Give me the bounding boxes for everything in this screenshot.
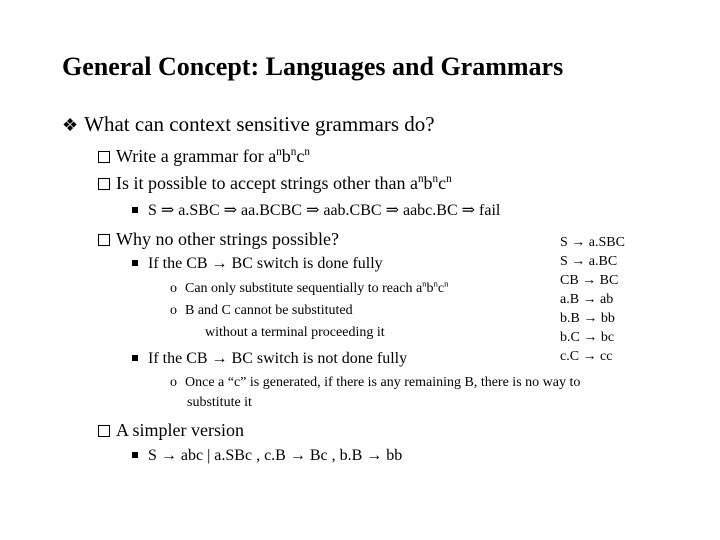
simpler-version-item: A simpler version — [98, 420, 244, 441]
main-question: ❖ What can context sensitive grammars do? — [62, 112, 435, 136]
why-no-other-item: Why no other strings possible? — [98, 229, 339, 250]
write-grammar-item: Write a grammar for $a^nb^nc^n$ — [98, 146, 310, 167]
simpler-rule-item: S → abc | a.SBc , c.B → Bc , b.B → bb — [132, 447, 402, 465]
switch-not-done-item: If the CB → BC switch is not done fully — [132, 350, 407, 368]
circle-bullet-icon: o — [170, 375, 177, 390]
circle-bullet-icon: o — [170, 303, 177, 318]
formula-anbncn: $a^nb^nc^n$ — [409, 173, 452, 193]
once-c-item-cont: substitute it — [187, 395, 252, 410]
b-c-cannot-item-cont: without a terminal proceeding it — [205, 325, 385, 340]
switch-done-item: If the CB → BC switch is done fully — [132, 255, 383, 273]
square-bullet-icon — [132, 207, 138, 213]
formula-anbncn: $a^nb^nc^n$ — [268, 146, 310, 166]
can-only-substitute-item: o Can only substitute sequentially to reach $a^nb^nc^n$ — [170, 278, 449, 296]
diamond-bullet-icon: ❖ — [62, 115, 79, 135]
circle-bullet-icon: o — [170, 281, 177, 296]
derivation-item: S ⇒ a.SBC ⇒ aa.BCBC ⇒ aab.CBC ⇒ aabc.BC ⇒ fail — [132, 200, 500, 220]
slide-title: General Concept: Languages and Grammars — [62, 52, 564, 81]
square-bullet-icon — [132, 355, 138, 361]
checkbox-bullet-icon — [98, 234, 110, 246]
grammar-rule: c.C → cc — [560, 349, 613, 364]
checkbox-bullet-icon — [98, 151, 110, 163]
grammar-rule: b.C → bc — [560, 330, 615, 345]
checkbox-bullet-icon — [98, 178, 110, 190]
b-c-cannot-item: o B and C cannot be substituted — [170, 303, 353, 318]
square-bullet-icon — [132, 260, 138, 266]
grammar-rule: a.B → ab — [560, 292, 614, 307]
grammar-rule: S → a.SBC — [560, 235, 625, 250]
formula-anbncn: $a^nb^nc^n$ — [415, 278, 449, 296]
grammar-rule: S → a.BC — [560, 254, 618, 269]
once-c-item: o Once a “c” is generated, if there is any remaining B, there is no way to — [170, 375, 581, 390]
grammar-rule: b.B → bb — [560, 311, 615, 326]
grammar-rule: CB → BC — [560, 273, 619, 288]
checkbox-bullet-icon — [98, 425, 110, 437]
grammar-rules — [560, 233, 625, 366]
is-possible-item: Is it possible to accept strings other than $a^nb^nc^n$ — [98, 173, 452, 194]
square-bullet-icon — [132, 452, 138, 458]
